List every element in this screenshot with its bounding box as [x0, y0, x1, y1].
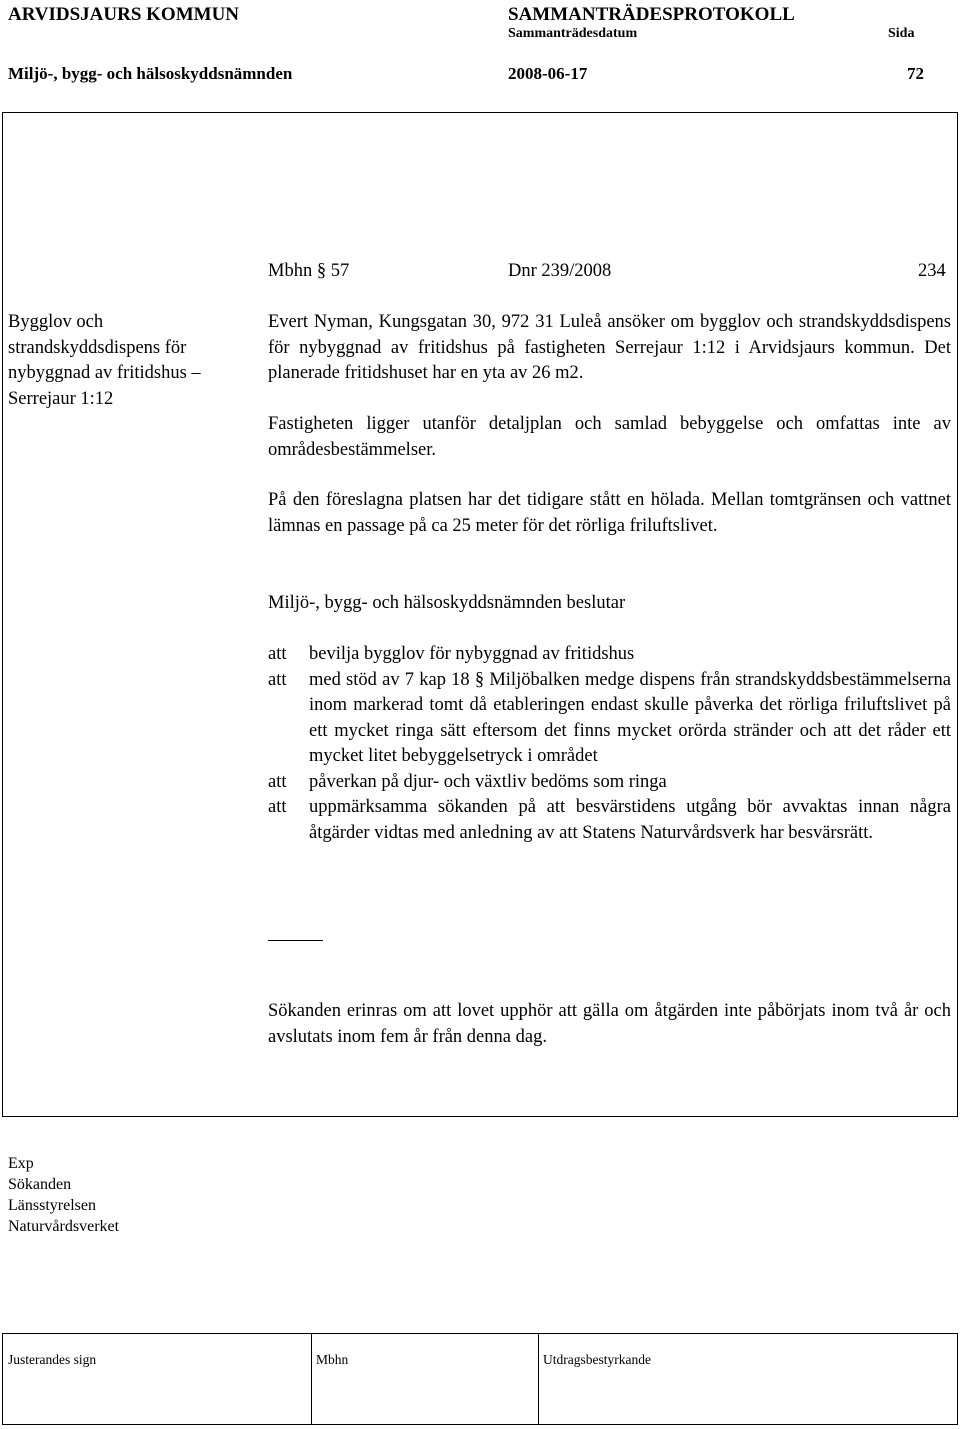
decision-text: med stöd av 7 kap 18 § Miljöbalken medge dispens från strandskyddsbestämmelserna inom markerad tomt då etableringen endast skulle påverka det rörliga friluftslivet på ett mycket ringa sätt eftersom det finns mycket orörda stränder och att det råder ett mycket litet bebyggelsetryck i området [309, 669, 951, 766]
closing-paragraph: Sökanden erinras om att lovet upphör att gälla om åtgärden inte påbörjats inom två år och avslutats inom fem år från denna dag. [268, 1001, 951, 1047]
decision-list [268, 642, 951, 846]
decision-prefix: att [268, 771, 287, 792]
case-dnr: Dnr 239/2008 [508, 261, 612, 281]
decision-item [268, 770, 951, 796]
sign-label: Justerandes sign [8, 1352, 97, 1367]
distribution-item: Länsstyrelsen [8, 1197, 96, 1214]
paragraph-application: Evert Nyman, Kungsgatan 30, 972 31 Luleå ansöker om bygglov och strandskyddsdispens för nybyggnad av fritidshus på fastigheten Serrejaur 1:12 i Arvidsjaurs kommun. Det planerade fritidshuset har en yta av 26 m2. [268, 312, 951, 383]
decision-prefix: att [268, 797, 287, 817]
paragraph-site: På den föreslagna platsen har det tidigare stått en hölada. Mellan tomtgränsen och vattnet lämnas en passage på ca 25 meter för det rörliga friluftslivet. [268, 490, 951, 536]
decision-item [268, 642, 951, 668]
decision-prefix: att [268, 669, 287, 690]
meeting-date: 2008-06-17 [508, 64, 588, 83]
side-title-line: nybyggnad av fritidshus – [8, 363, 201, 383]
decision-heading: Miljö-, bygg- och hälsoskyddsnämnden beslutar [268, 593, 626, 613]
document-type: SAMMANTRÄDESPROTOKOLL [508, 4, 795, 25]
signature-divider [538, 1333, 539, 1425]
case-number: Mbhn § 57 [268, 261, 350, 281]
decision-text: uppmärksamma sökanden på att besvärstidens utgång bör avvaktas innan några åtgärder vidtas med anledning av att Statens Naturvårdsverk har besvärsrätt. [309, 797, 951, 843]
distribution-item: Naturvårdsverket [8, 1218, 120, 1235]
page-number: 72 [907, 64, 924, 83]
committee-short-label: Mbhn [316, 1352, 349, 1367]
side-title-line: Bygglov och [8, 312, 104, 332]
side-title-line: strandskyddsdispens för [8, 337, 187, 358]
decision-prefix: att [268, 644, 287, 664]
extract-label: Utdragsbestyrkande [543, 1352, 651, 1367]
decision-text: bevilja bygglov för nybyggnad av fritidshus [309, 644, 635, 664]
separator-rule [268, 940, 323, 941]
signature-table [2, 1333, 958, 1425]
decision-item [268, 668, 951, 770]
signature-divider [311, 1333, 312, 1425]
side-title [8, 310, 201, 412]
committee-name: Miljö-, bygg- och hälsoskyddsnämnden [8, 64, 293, 83]
side-title-line: Serrejaur 1:12 [8, 388, 114, 409]
decision-item [268, 795, 951, 846]
distribution-item: Sökanden [8, 1176, 72, 1193]
distribution-list [8, 1153, 119, 1237]
municipality-name: ARVIDSJAURS KOMMUN [8, 4, 240, 25]
page-label: Sida [888, 26, 915, 41]
distribution-item: Exp [8, 1155, 34, 1172]
case-reference: 234 [918, 261, 946, 281]
meeting-date-label: Sammanträdesdatum [508, 26, 638, 41]
paragraph-zoning: Fastigheten ligger utanför detaljplan och samlad bebyggelse och omfattas inte av områdesbestämmelser. [268, 414, 951, 460]
decision-text: påverkan på djur- och växtliv bedöms som ringa [309, 771, 667, 792]
